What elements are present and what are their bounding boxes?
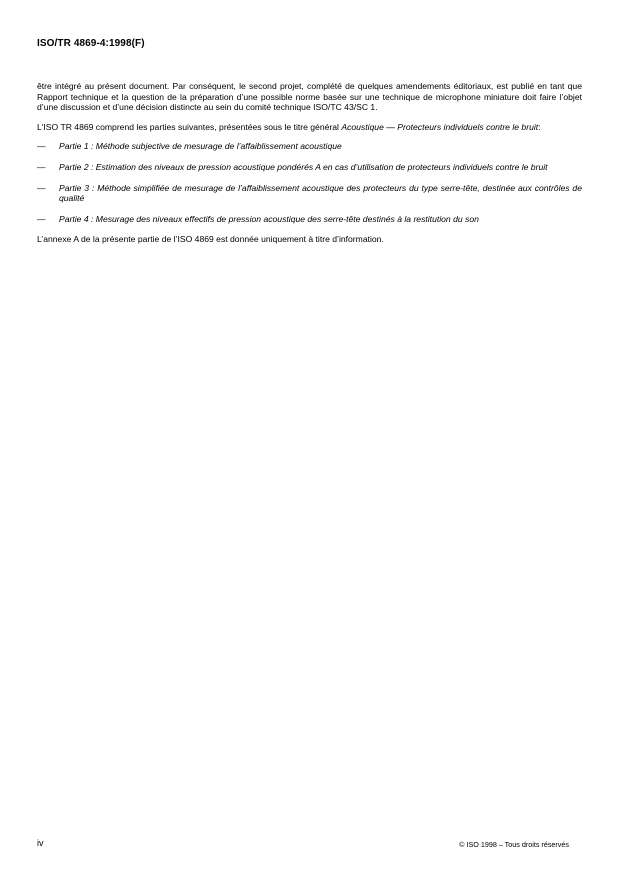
page-number: iv [37, 838, 44, 848]
list-dash: — [37, 141, 46, 152]
copyright-notice: © ISO 1998 – Tous droits réservés [459, 840, 569, 849]
list-item [37, 162, 582, 173]
document-id-header: ISO/TR 4869-4:1998(F) [37, 38, 145, 49]
list-item [37, 183, 582, 204]
list-item-text: Partie 2 : Estimation des niveaux de pression acoustique pondérés A en cas d’utilisation de protecteurs individuels contre le bruit [59, 161, 548, 172]
list-item [37, 214, 582, 225]
paragraph-annex-note: L’annexe A de la présente partie de l’ISO 4869 est donnée uniquement à titre d’information. [37, 234, 384, 245]
document-body [37, 81, 582, 254]
list-item-text: Partie 4 : Mesurage des niveaux effectifs de pression acoustique des serre-tête destinés à la restitution du son [59, 213, 479, 224]
list-item [37, 141, 582, 152]
paragraph-parts-list-intro [37, 122, 582, 133]
list-dash: — [37, 213, 46, 224]
parts-intro-colon: : [538, 121, 541, 132]
list-dash: — [37, 182, 46, 193]
paragraph-intro: être intégré au présent document. Par conséquent, le second projet, complété de quelques amendements éditoriaux, est publié en tant que Rapport technique et la question de la préparation d’une possible norme basée sur une technique de microphone miniature doit faire l’objet d’une discussion et d’une décision distincte au sein du comité technique ISO/TC 43/SC 1. [37, 81, 582, 113]
list-item-text: Partie 3 : Méthode simplifiée de mesurage de l’affaiblissement acoustique des protecteurs du type serre-tête, destinée aux contrôles de qualité [59, 182, 582, 204]
list-item-text: Partie 1 : Méthode subjective de mesurage de l’affaiblissement acoustique [59, 141, 342, 152]
parts-intro-text: L'ISO TR 4869 comprend les parties suivantes, présentées sous le titre général [37, 121, 342, 132]
general-title: Acoustique — Protecteurs individuels contre le bruit [341, 121, 539, 132]
list-dash: — [37, 161, 46, 172]
